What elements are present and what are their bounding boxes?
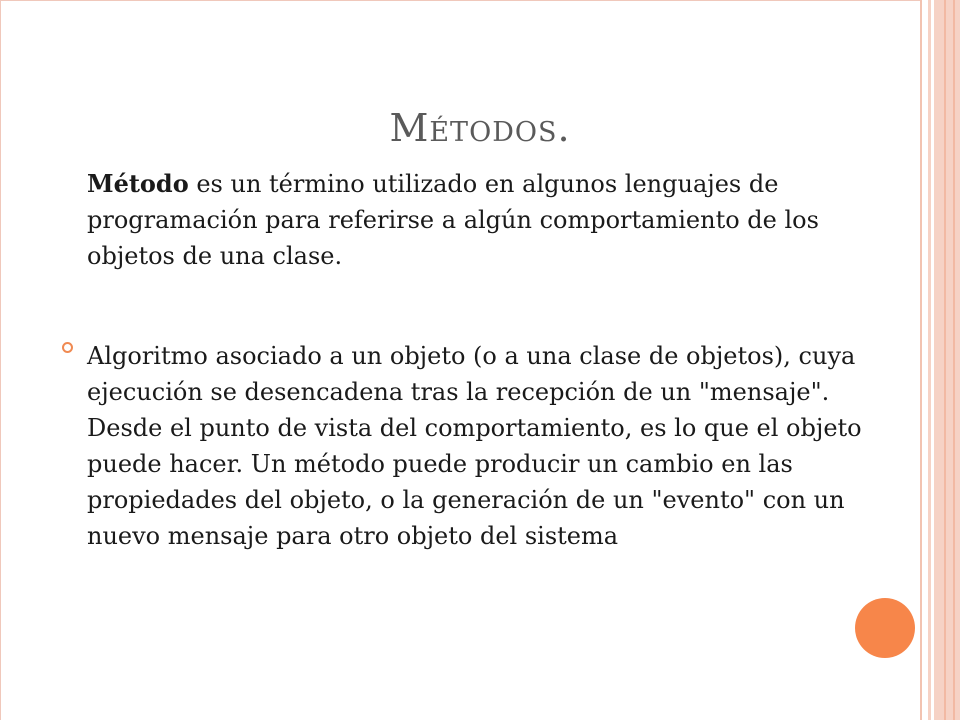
slide-title: Métodos. — [389, 106, 571, 150]
intro-text: es un término utilizado en algunos lenguajes de programación para referirse a algún comportamiento de los objetos de una clase. — [87, 170, 819, 270]
bullet-marker-icon — [62, 342, 73, 353]
decorative-orange-circle — [855, 598, 915, 658]
intro-paragraph — [87, 166, 907, 274]
intro-term: Método — [87, 169, 189, 198]
bullet-paragraph: Algoritmo asociado a un objeto (o a una clase de objetos), cuya ejecución se desencadena tras la recepción de un "mensaje". Desde el punto de vista del comportamiento, es lo que el objeto puede hacer. Un método puede producir un cambio en las propiedades del objeto, o la generación de un "evento" con un nuevo mensaje para otro objeto del sistema — [87, 342, 862, 550]
